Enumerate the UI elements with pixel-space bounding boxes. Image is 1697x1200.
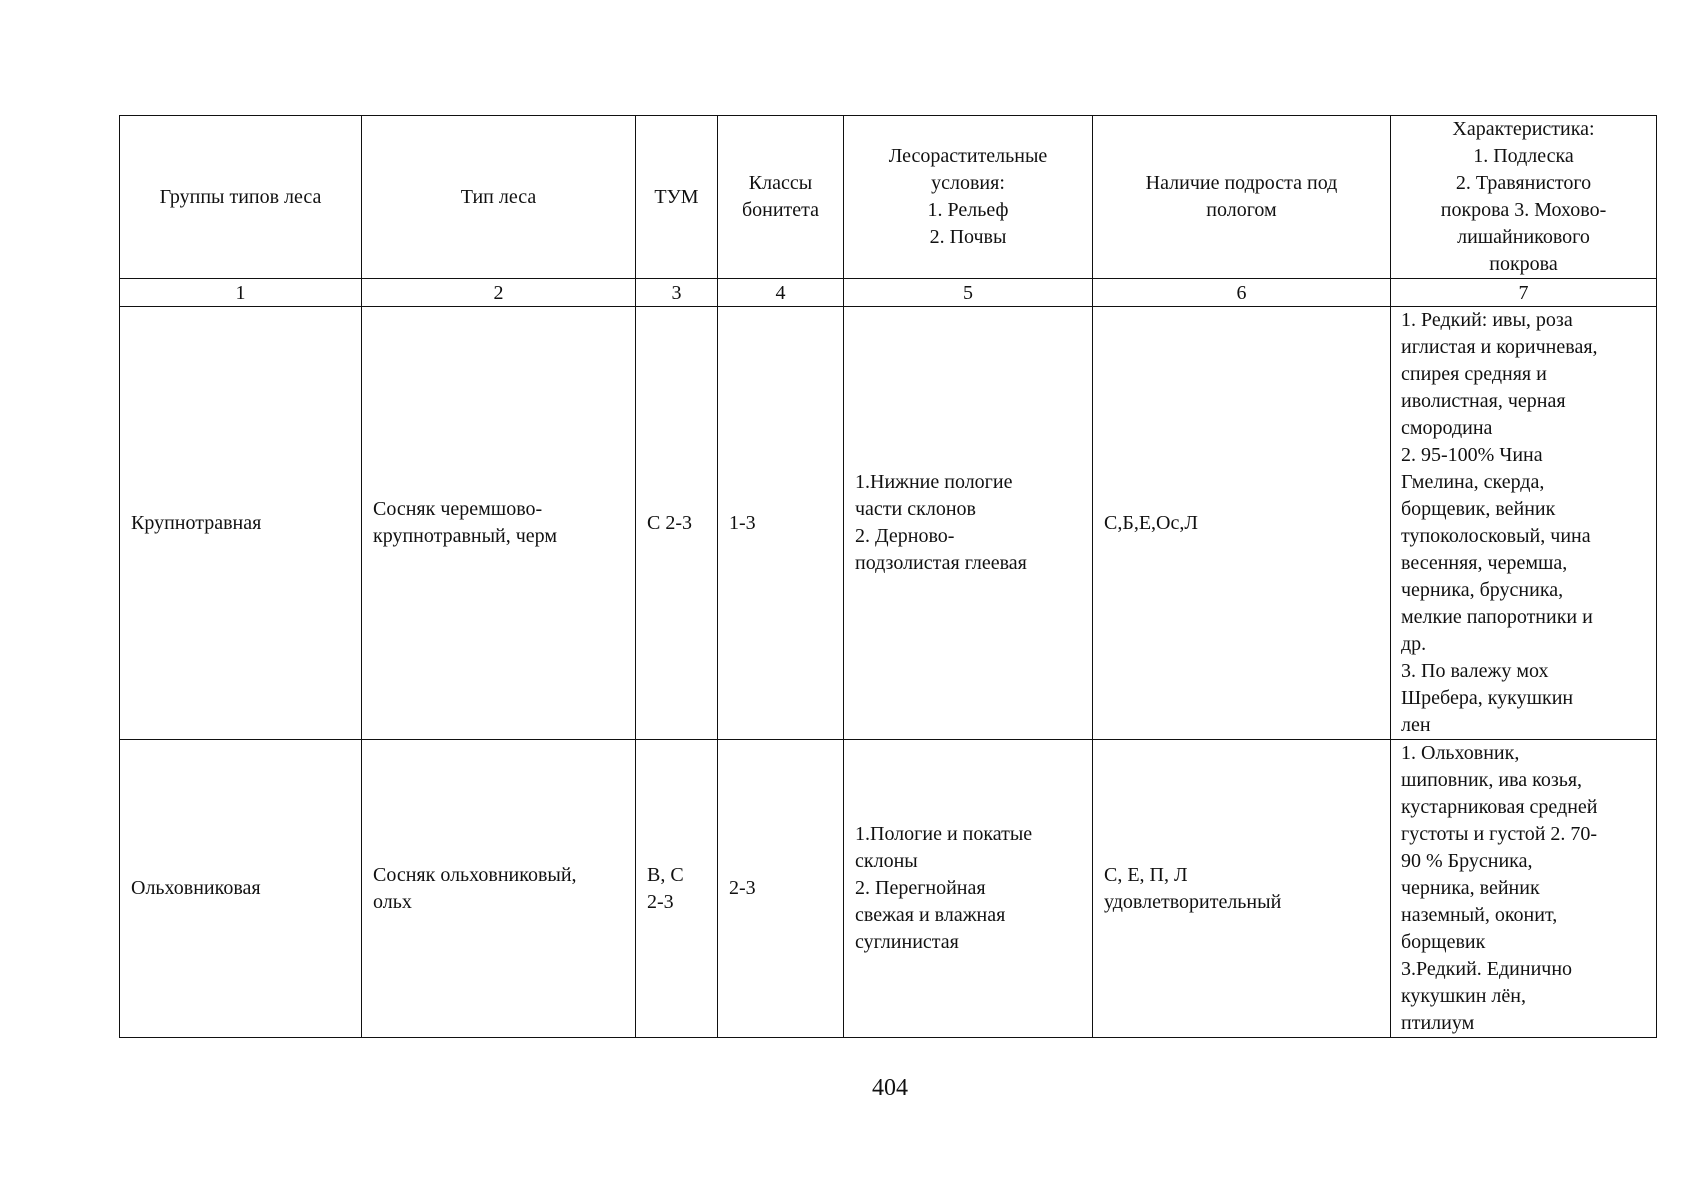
column-number-row — [120, 279, 1657, 307]
cell-forest-type: Сосняк черемшово- крупнотравный, черм — [362, 307, 636, 740]
column-number: 6 — [1093, 279, 1391, 307]
header-growing-conditions: Лесорастительные условия: 1. Рельеф 2. Почвы — [844, 116, 1093, 279]
table-row — [120, 740, 1657, 1038]
header-forest-group: Группы типов леса — [120, 116, 362, 279]
cell-characteristics: 1. Редкий: ивы, роза иглистая и коричневая, спирея средняя и иволистная, черная смородина 2. 95-100% Чина Гмелина, скерда, борщевик, вейник тупоколосковый, чина весенняя, черемша, черника, брусника, мелкие папоротники и др. 3. По валежу мох Шребера, кукушкин лен — [1391, 307, 1657, 740]
header-characteristics: Характеристика: 1. Подлеска 2. Травянистого покрова 3. Мохово- лишайникового покрова — [1391, 116, 1657, 279]
cell-forest-type: Сосняк ольховниковый, ольх — [362, 740, 636, 1038]
header-row — [120, 116, 1657, 279]
table-body — [120, 279, 1657, 1038]
table-header — [120, 116, 1657, 279]
header-forest-type: Тип леса — [362, 116, 636, 279]
page-number: 404 — [872, 1075, 908, 1101]
cell-tum: С 2-3 — [636, 307, 718, 740]
header-tum: ТУМ — [636, 116, 718, 279]
column-number: 1 — [120, 279, 362, 307]
cell-characteristics: 1. Ольховник, шиповник, ива козья, кустарниковая средней густоты и густой 2. 70- 90 % Брусника, черника, вейник наземный, оконит, борщевик 3.Редкий. Единично кукушкин лён, птилиум — [1391, 740, 1657, 1038]
column-number: 7 — [1391, 279, 1657, 307]
cell-conditions: 1.Пологие и покатые склоны 2. Перегнойная свежая и влажная суглинистая — [844, 740, 1093, 1038]
cell-bonitet: 2-3 — [718, 740, 844, 1038]
column-number: 5 — [844, 279, 1093, 307]
column-number: 3 — [636, 279, 718, 307]
header-bonitet-class: Классы бонитета — [718, 116, 844, 279]
cell-bonitet: 1-3 — [718, 307, 844, 740]
cell-conditions: 1.Нижние пологие части склонов 2. Дерново- подзолистая глеевая — [844, 307, 1093, 740]
cell-undergrowth: С,Б,Е,Ос,Л — [1093, 307, 1391, 740]
table-row — [120, 307, 1657, 740]
cell-forest-group: Ольховниковая — [120, 740, 362, 1038]
cell-forest-group: Крупнотравная — [120, 307, 362, 740]
forest-types-table — [119, 115, 1657, 1038]
column-number: 4 — [718, 279, 844, 307]
cell-undergrowth: С, Е, П, Л удовлетворительный — [1093, 740, 1391, 1038]
cell-tum: В, С 2-3 — [636, 740, 718, 1038]
column-number: 2 — [362, 279, 636, 307]
header-undergrowth: Наличие подроста под пологом — [1093, 116, 1391, 279]
